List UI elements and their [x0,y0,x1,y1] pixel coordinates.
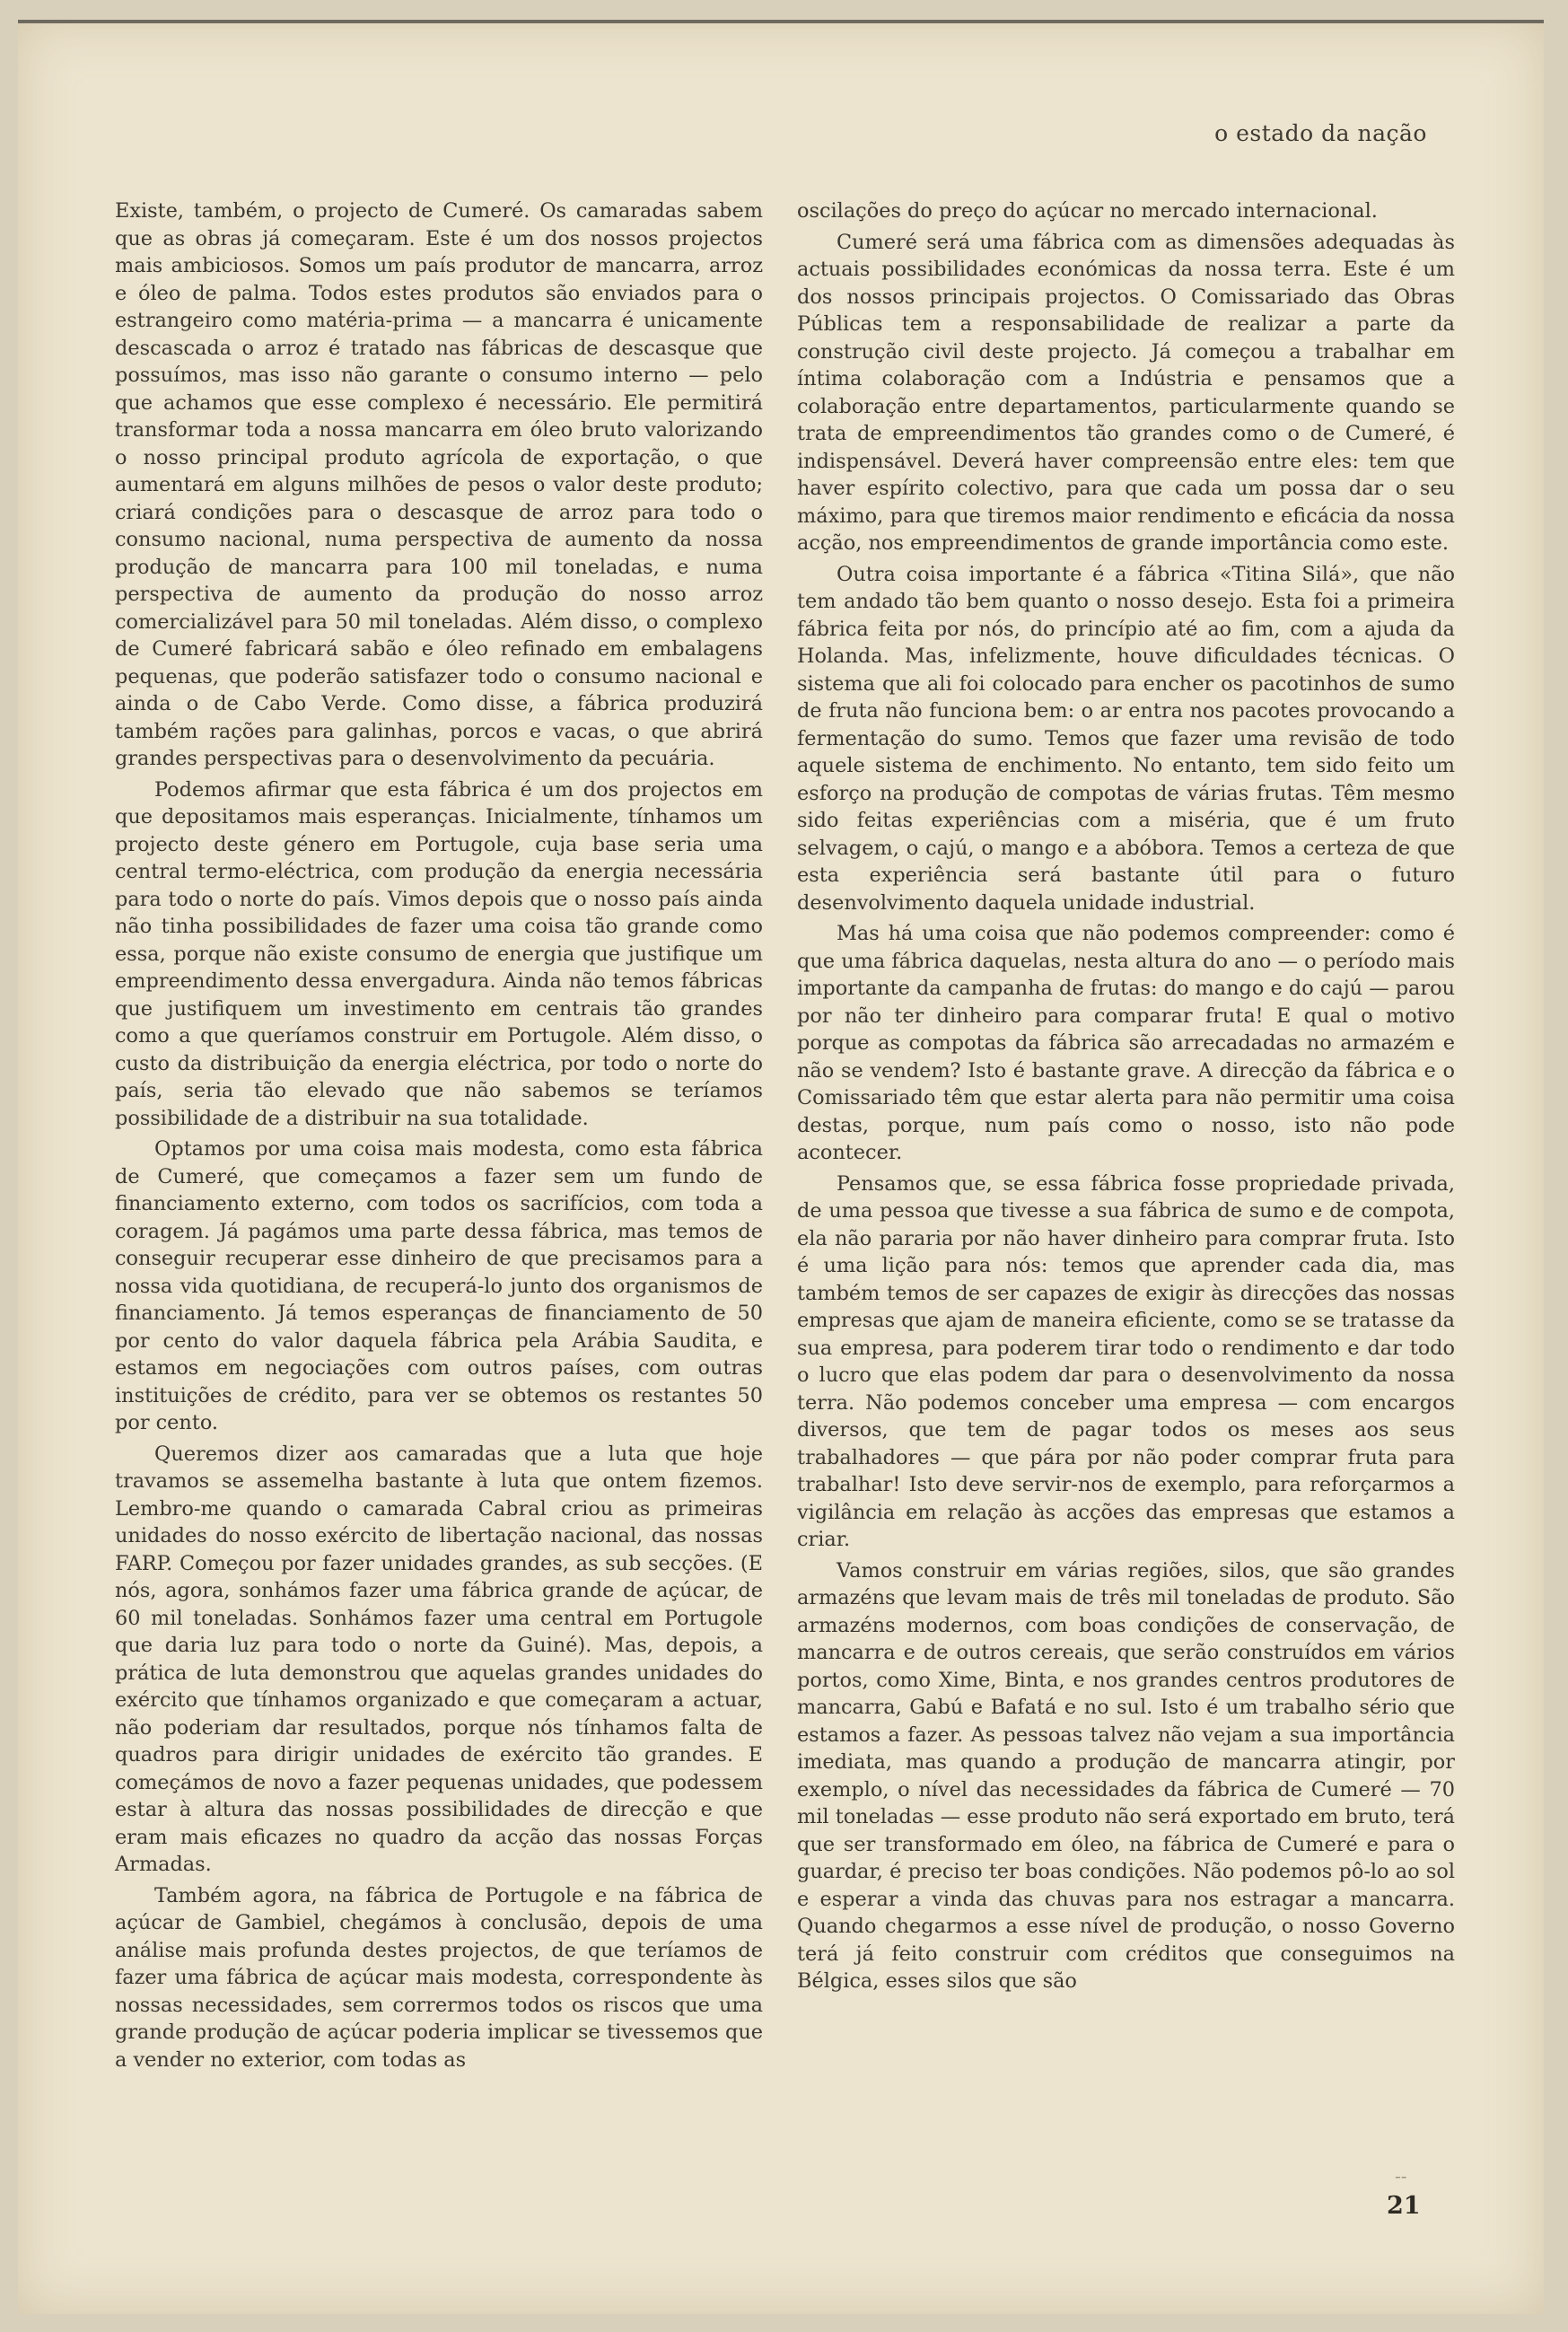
paragraph: Cumeré será uma fábrica com as dimensões adequadas às actuais possibilidades económicas da nossa terra. Este é um dos nossos principais projectos. O Comissariado das Obras Públicas tem a responsabilidade de realizar a parte da construção civil deste projecto. Já começou a trabalhar em íntima colaboração com a Indústria e pensamos que a colaboração entre departamentos, particularmente quando se trata de empreendimentos tão grandes como o de Cumeré, é indispensável. Deverá haver compreensão entre eles: tem que haver espírito colectivo, para que cada um possa dar o seu máximo, para que tiremos maior rendimento e eficácia da nossa acção, nos empreendimentos de grande importância como este. [797,230,1455,555]
paragraph: Outra coisa importante é a fábrica «Titina Silá», que não tem andado tão bem quanto o nosso desejo. Esta foi a primeira fábrica feita por nós, do princípio até ao fim, com a ajuda da Holanda. Mas, infelizmente, houve dificuldades técnicas. O sistema que ali foi colocado para encher os pacotinhos de sumo de fruta não funciona bem: o ar entra nos pacotes provocando a fermentação do sumo. Temos que fazer uma revisão de todo aquele sistema de enchimento. No entanto, tem sido feito um esforço na produção de compotas de várias frutas. Têm mesmo sido feitas experiências com a miséria, que é um fruto selvagem, o cajú, o mango e a abóbora. Temos a certeza de que esta experiência será bastante útil para o futuro desenvolvimento daquela unidade industrial. [797,562,1455,915]
top-rule [18,20,1544,23]
paragraph: Pensamos que, se essa fábrica fosse propriedade privada, de uma pessoa que tivesse a sua fábrica de sumo e de compota, ela não pararia por não haver dinheiro para comprar fruta. Isto é uma lição para nós: temos que aprender cada dia, mas também temos de ser capazes de exigir às direcções das nossas empresas que ajam de maneira eficiente, como se se tratasse da sua empresa, para poderem tirar todo o rendimento e dar todo o lucro que elas podem dar para o desenvolvimento da nossa terra. Não podemos conceber uma empresa — com encargos diversos, que tem de pagar todos os meses aos seus trabalhadores — que pára por não poder comprar fruta para trabalhar! Isto deve servir-nos de exemplo, para reforçarmos a vigilância em relação às acções das empresas que estamos a criar. [797,1171,1455,1551]
footer-mark: -- [1395,2165,1407,2187]
paragraph: Vamos construir em várias regiões, silos, que são grandes armazéns que levam mais de três mil toneladas de produto. São armazéns modernos, com boas condições de conservação, de mancarra e de outros cereais, que serão construídos em vários portos, como Xime, Binta, e nos grandes centros produtores de mancarra, Gabú e Bafatá e no sul. Isto é um trabalho sério que estamos a fazer. As pessoas talvez não vejam a sua importância imediata, mas quando a produção de mancarra atingir, por exemplo, o nível das necessidades da fábrica de Cumeré — 70 mil toneladas — esse produto não será exportado em bruto, terá que ser transformado em óleo, na fábrica de Cumeré e para o guardar, é preciso ter boas condições. Não podemos pô-lo ao sol e esperar a vinda das chuvas para nos estragar a mancarra. Quando chegarmos a esse nível de produção, o nosso Governo terá já feito construir com créditos que conseguimos na Bélgica, esses silos que são [797,1558,1455,1993]
page-number: 21 [1387,2192,1421,2220]
section-header: o estado da nação [1214,120,1427,146]
left-column [115,197,763,2077]
paragraph: Optamos por uma coisa mais modesta, como esta fábrica de Cumeré, que começamos a fazer sem um fundo de financiamento externo, com todos os sacrifícios, com toda a coragem. Já pagámos uma parte dessa fábrica, mas temos de conseguir recuperar esse dinheiro de que precisamos para a nossa vida quotidiana, de recuperá-lo junto dos organismos de financiamento. Já temos esperanças de financiamento de 50 por cento do valor daquela fábrica pela Arábia Saudita, e estamos em negociações com outros países, com outras instituições de crédito, para ver se obtemos os restantes 50 por cento. [115,1137,763,1434]
paragraph: Podemos afirmar que esta fábrica é um dos projectos em que depositamos mais esperanças. Inicialmente, tínhamos um projecto deste género em Portugole, cuja base seria uma central termo-eléctrica, com produção da energia necessária para todo o norte do país. Vimos depois que o nosso país ainda não tinha possibilidades de fazer uma coisa tão grande como essa, porque não existe consumo de energia que justifique um empreendimento dessa envergadura. Ainda não temos fábricas que justifiquem um investimento em centrais tão grandes como a que queríamos construir em Portugole. Além disso, o custo da distribuição da energia eléctrica, por todo o norte do país, seria tão elevado que não sabemos se teríamos possibilidade de a distribuir na sua totalidade. [115,777,763,1130]
paragraph: oscilações do preço do açúcar no mercado internacional. [797,199,1378,223]
paragraph: Existe, também, o projecto de Cumeré. Os camaradas sabem que as obras já começaram. Este é um dos nossos projectos mais ambiciosos. Somos um país produtor de mancarra, arroz e óleo de palma. Todos estes produtos são enviados para o estrangeiro como matéria-prima — a mancarra é unicamente descascada o arroz é tratado nas fábricas de descasque que possuímos, mas isso não garante o consumo interno — pelo que achamos que esse complexo é necessário. Ele permitirá transformar toda a nossa mancarra em óleo bruto valorizando o nosso principal produto agrícola de exportação, o que aumentará em alguns milhões de pesos o valor deste produto; criará condições para o descasque de arroz para todo o consumo nacional, numa perspectiva de aumento da nossa produção de mancarra para 100 mil toneladas, e numa perspectiva de aumento da produção do nosso arroz comercializável para 50 mil toneladas. Além disso, o complexo de Cumeré fabricará sabão e óleo refinado em embalagens pequenas, que poderão satisfazer todo o consumo nacional e ainda o de Cabo Verde. Como disse, a fábrica produzirá também rações para galinhas, porcos e vacas, o que abrirá grandes perspectivas para o desenvolvimento da pecuária. [115,199,763,770]
paragraph: Também agora, na fábrica de Portugole e na fábrica de açúcar de Gambiel, chegámos à conclusão, depois de uma análise mais profunda destes projectos, de que teríamos de fazer uma fábrica de açúcar mais modesta, correspondente às nossas necessidades, sem corrermos todos os riscos que uma grande produção de açúcar poderia implicar se tivessemos que a vender no exterior, com todas as [115,1883,763,2072]
paragraph: Mas há uma coisa que não podemos compreender: como é que uma fábrica daquelas, nesta altura do ano — o período mais importante da campanha de frutas: do mango e do cajú — parou por não ter dinheiro para comparar fruta! E qual o motivo porque as compotas da fábrica são arrecadadas no armazém e não se vendem? Isto é bastante grave. A direcção da fábrica e o Comissariado têm que estar alerta para não permitir uma coisa destas, porque, num país como o nosso, isto não pode acontecer. [797,922,1455,1164]
page-sheet [18,20,1544,2314]
right-column [797,197,1455,1999]
paragraph: Queremos dizer aos camaradas que a luta que hoje travamos se assemelha bastante à luta que ontem fizemos. Lembro-me quando o camarada Cabral criou as primeiras unidades do nosso exército de libertação nacional, das nossas FARP. Começou por fazer unidades grandes, as sub secções. (E nós, agora, sonhámos fazer uma fábrica grande de açúcar, de 60 mil toneladas. Sonhámos fazer uma central em Portugole que daria luz para todo o norte da Guiné). Mas, depois, a prática de luta demonstrou que aquelas grandes unidades do exército que tínhamos organizado e que começaram a actuar, não poderiam dar resultados, porque nós tínhamos falta de quadros para dirigir unidades de exército tão grandes. E começámos de novo a fazer pequenas unidades, que podessem estar à altura das nossas possibilidades de direcção e que eram mais eficazes no quadro da acção das nossas Forças Armadas. [115,1442,763,1876]
